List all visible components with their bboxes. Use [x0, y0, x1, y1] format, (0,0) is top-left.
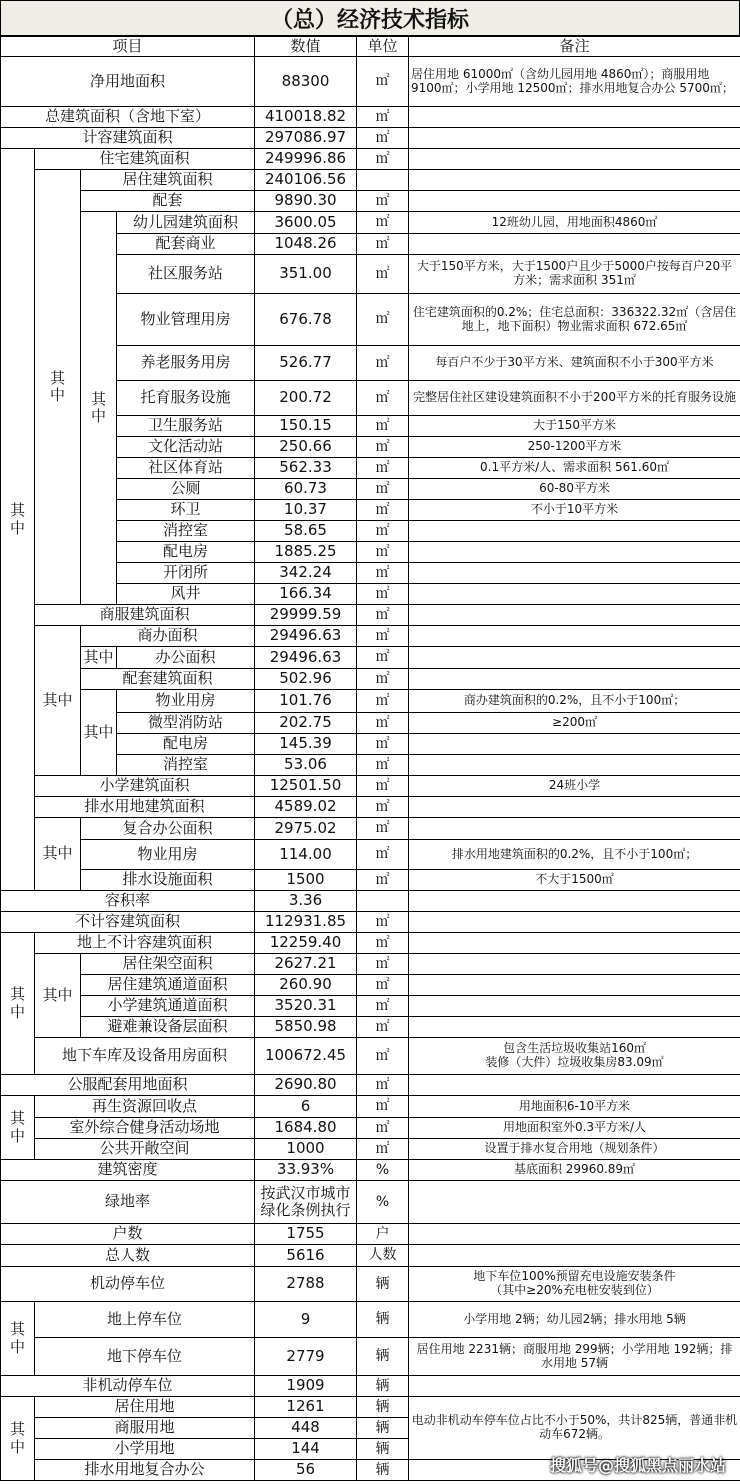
header-value: 数值	[255, 37, 357, 57]
row-item: 社区体育站	[117, 458, 255, 479]
row-item: 商服用地	[35, 1418, 255, 1439]
row-unit: ㎡	[357, 605, 409, 626]
table-row	[1, 669, 740, 690]
row-value: 10.37	[255, 500, 357, 521]
row-item: 绿地率	[1, 1181, 255, 1224]
row-item: 机动停车位	[1, 1267, 255, 1302]
row-unit: %	[357, 1181, 409, 1224]
table-row	[1, 107, 740, 128]
row-note: ≥200㎡	[409, 713, 740, 734]
row-value: 1885.25	[255, 542, 357, 563]
row-note: 每百户不少于30平方米、建筑面积不小于300平方米	[409, 346, 740, 381]
row-note: 地下车位100%预留充电设施安装条件 （其中≥20%充电桩安装到位）	[409, 1267, 740, 1302]
row-item: 居住建筑通道面积	[81, 975, 255, 996]
row-unit: ㎡	[357, 690, 409, 713]
row-value: 260.90	[255, 975, 357, 996]
row-unit: ㎡	[357, 255, 409, 294]
row-item: 非机动停车位	[1, 1376, 255, 1397]
row-note	[409, 191, 740, 212]
table-row	[1, 1224, 740, 1245]
watermark: 搜狐号@搜狐黑点丽水站	[549, 1456, 726, 1475]
table-row	[1, 149, 740, 170]
row-value: 240106.56	[255, 170, 357, 191]
row-note	[409, 107, 740, 128]
row-unit: ㎡	[357, 128, 409, 149]
row-note	[409, 1075, 740, 1096]
row-unit: ㎡	[357, 234, 409, 255]
row-unit: 辆	[357, 1376, 409, 1397]
row-value: 562.33	[255, 458, 357, 479]
row-unit: ㎡	[357, 954, 409, 975]
row-unit: ㎡	[357, 996, 409, 1017]
row-item: 公服配套用地面积	[1, 1075, 255, 1096]
row-item: 地下停车位	[35, 1338, 255, 1376]
row-note: 250-1200平方米	[409, 437, 740, 458]
table-row	[1, 1118, 740, 1139]
row-value: 3520.31	[255, 996, 357, 1017]
row-item: 配套商业	[117, 234, 255, 255]
row-item: 消控室	[117, 521, 255, 542]
row-unit: ㎡	[357, 840, 409, 870]
row-note: 基底面积 29960.89㎡	[409, 1160, 740, 1181]
row-unit: ㎡	[357, 416, 409, 437]
row-item: 总人数	[1, 1245, 255, 1267]
row-unit: ㎡	[357, 1118, 409, 1139]
table-row	[1, 975, 740, 996]
row-value: 60.73	[255, 479, 357, 500]
row-value: 5616	[255, 1245, 357, 1267]
row-item: 建筑密度	[1, 1160, 255, 1181]
table-row	[1, 647, 740, 669]
row-note	[409, 647, 740, 669]
row-unit: ㎡	[357, 797, 409, 818]
row-note: 12班幼儿园，用地面积4860㎡	[409, 212, 740, 234]
header-item: 项目	[1, 37, 255, 57]
row-value: 29496.63	[255, 626, 357, 647]
row-value: 114.00	[255, 840, 357, 870]
row-value: 2690.80	[255, 1075, 357, 1096]
row-note	[409, 584, 740, 605]
row-note: 设置于排水复合用地（规划条件）	[409, 1139, 740, 1160]
table-row	[1, 870, 740, 891]
row-value: 1261	[255, 1397, 357, 1418]
row-note	[409, 170, 740, 191]
row-value: 1500	[255, 870, 357, 891]
row-value: 3.36	[255, 891, 357, 912]
row-item: 再生资源回收点	[35, 1096, 255, 1118]
row-value: 145.39	[255, 734, 357, 755]
row-item: 户数	[1, 1224, 255, 1245]
row-item: 风井	[117, 584, 255, 605]
qizhong-label: 其中	[81, 647, 117, 669]
row-item: 养老服务用房	[117, 346, 255, 381]
row-note: 0.1平方米/人、需求面积 561.60㎡	[409, 458, 740, 479]
row-unit: ㎡	[357, 479, 409, 500]
row-unit: 辆	[357, 1418, 409, 1439]
row-item: 排水用地建筑面积	[35, 797, 255, 818]
row-item: 物业用房	[81, 840, 255, 870]
row-note	[409, 563, 740, 584]
table-row	[1, 1267, 740, 1302]
table-row	[1, 1017, 740, 1038]
row-unit: ㎡	[357, 57, 409, 107]
row-value: 1755	[255, 1224, 357, 1245]
row-unit: ㎡	[357, 212, 409, 234]
row-item: 物业管理用房	[117, 294, 255, 346]
row-value: 112931.85	[255, 912, 357, 933]
row-note	[409, 975, 740, 996]
table-row	[1, 954, 740, 975]
row-value: 101.76	[255, 690, 357, 713]
header-note: 备注	[409, 37, 740, 57]
row-note: 大于150平方米，大于1500户且少于5000户按每百户20平方米；需求面积 351㎡	[409, 255, 740, 294]
table-row	[1, 933, 740, 954]
row-note: 用地面积6-10平方米	[409, 1096, 740, 1118]
row-item: 商办面积	[81, 626, 255, 647]
row-note: 商办建筑面积的0.2%，且不小于100㎡；	[409, 690, 740, 713]
row-note: 60-80平方米	[409, 479, 740, 500]
table-row	[1, 1338, 740, 1376]
row-item: 小学建筑面积	[35, 776, 255, 797]
row-item: 地下车库及设备用房面积	[35, 1038, 255, 1075]
row-note: 居住用地 61000㎡（含幼儿园用地 4860㎡）；商服用地 9100㎡；小学用地 12500㎡；排水用地复合办公 5700㎡；	[409, 57, 740, 107]
table-row	[1, 818, 740, 840]
table-row	[1, 191, 740, 212]
row-note: 完整居住社区建设建筑面积不小于200平方米的托育服务设施	[409, 381, 740, 416]
table-row	[1, 626, 740, 647]
row-value: 9890.30	[255, 191, 357, 212]
row-unit: ㎡	[357, 713, 409, 734]
row-note: 用地面积室外0.3平方米/人	[409, 1118, 740, 1139]
row-value: 58.65	[255, 521, 357, 542]
row-value: 526.77	[255, 346, 357, 381]
qizhong-label: 其 中	[35, 170, 81, 605]
row-note	[409, 1245, 740, 1267]
row-note	[409, 542, 740, 563]
row-value: 2627.21	[255, 954, 357, 975]
row-item: 地上停车位	[35, 1302, 255, 1338]
row-unit: ㎡	[357, 1038, 409, 1075]
row-unit: ㎡	[357, 776, 409, 797]
row-note	[409, 605, 740, 626]
row-note	[409, 912, 740, 933]
row-unit: ㎡	[357, 933, 409, 954]
table-row	[1, 1397, 740, 1418]
row-unit: ㎡	[357, 1075, 409, 1096]
qizhong-label: 其中	[35, 954, 81, 1038]
row-item: 配套	[81, 191, 255, 212]
row-note	[409, 933, 740, 954]
row-note	[409, 954, 740, 975]
table-row	[1, 57, 740, 107]
row-unit: ㎡	[357, 346, 409, 381]
row-unit: ㎡	[357, 1096, 409, 1118]
row-unit: %	[357, 1160, 409, 1181]
row-unit: 辆	[357, 1267, 409, 1302]
row-value: 200.72	[255, 381, 357, 416]
table-row	[1, 690, 740, 713]
row-unit: ㎡	[357, 912, 409, 933]
row-item: 居住建筑面积	[81, 170, 255, 191]
row-item: 排水设施面积	[81, 870, 255, 891]
row-item: 配套建筑面积	[81, 669, 255, 690]
table-row	[1, 776, 740, 797]
row-item: 幼儿园建筑面积	[117, 212, 255, 234]
qizhong-label: 其中	[35, 818, 81, 891]
row-item: 微型消防站	[117, 713, 255, 734]
table-row	[1, 1038, 740, 1075]
row-note	[409, 755, 740, 776]
row-value: 88300	[255, 57, 357, 107]
row-item: 容积率	[1, 891, 255, 912]
row-note: 包含生活垃圾收集站160㎡ 装修（大件）垃圾收集房83.09㎡	[409, 1038, 740, 1075]
table-row	[1, 1075, 740, 1096]
row-note: 大于150平方米	[409, 416, 740, 437]
table-row	[1, 797, 740, 818]
row-note	[409, 996, 740, 1017]
row-item: 公厕	[117, 479, 255, 500]
table-row	[1, 605, 740, 626]
qizhong-label: 其 中	[1, 1397, 35, 1481]
row-item: 办公面积	[117, 647, 255, 669]
row-value: 12259.40	[255, 933, 357, 954]
row-note	[409, 891, 740, 912]
row-note: 电动非机动车停车位占比不小于50%，共计825辆，普通非机动车672辆。	[409, 1397, 740, 1460]
table-row	[1, 1181, 740, 1224]
row-item: 文化活动站	[117, 437, 255, 458]
row-value: 297086.97	[255, 128, 357, 149]
row-item: 托育服务设施	[117, 381, 255, 416]
qizhong-label: 其 中	[1, 933, 35, 1075]
table-row	[1, 912, 740, 933]
table-row	[1, 1160, 740, 1181]
qizhong-label: 其 中	[1, 1096, 35, 1160]
row-note	[409, 797, 740, 818]
row-value: 342.24	[255, 563, 357, 584]
table-row	[1, 128, 740, 149]
table-header-row	[1, 37, 740, 57]
row-unit: ㎡	[357, 975, 409, 996]
row-note	[409, 626, 740, 647]
row-item: 净用地面积	[1, 57, 255, 107]
row-item: 配电房	[117, 542, 255, 563]
table-row	[1, 1302, 740, 1338]
qizhong-label: 其中	[35, 626, 81, 776]
table-row	[1, 840, 740, 870]
row-note	[409, 521, 740, 542]
row-value: 33.93%	[255, 1160, 357, 1181]
row-unit: ㎡	[357, 1139, 409, 1160]
row-unit: ㎡	[357, 563, 409, 584]
row-note	[409, 234, 740, 255]
row-item: 地上不计容建筑面积	[35, 933, 255, 954]
table-row	[1, 996, 740, 1017]
row-note	[409, 149, 740, 170]
row-unit: ㎡	[357, 500, 409, 521]
row-unit: ㎡	[357, 191, 409, 212]
qizhong-label: 其 中	[81, 212, 117, 605]
row-unit: ㎡	[357, 669, 409, 690]
row-value: 410018.82	[255, 107, 357, 128]
table-row	[1, 1245, 740, 1267]
row-item: 商服建筑面积	[35, 605, 255, 626]
row-value: 按武汉市城市绿化条例执行	[255, 1181, 357, 1224]
row-unit: ㎡	[357, 1017, 409, 1038]
row-unit: ㎡	[357, 734, 409, 755]
row-value: 100672.45	[255, 1038, 357, 1075]
row-unit: ㎡	[357, 584, 409, 605]
row-unit: 辆	[357, 1302, 409, 1338]
row-item: 住宅建筑面积	[35, 149, 255, 170]
row-value: 6	[255, 1096, 357, 1118]
table-row	[1, 1139, 740, 1160]
row-note: 住宅建筑面积的0.2%；住宅总面积：336322.32㎡（含居住地上，地下面积）物业需求面积 672.65㎡	[409, 294, 740, 346]
row-item: 配电房	[117, 734, 255, 755]
row-value: 144	[255, 1439, 357, 1460]
row-item: 居住架空面积	[81, 954, 255, 975]
row-note: 小学用地 2辆；幼儿园2辆；排水用地 5辆	[409, 1302, 740, 1338]
row-note	[409, 1376, 740, 1397]
row-item: 物业用房	[117, 690, 255, 713]
row-item: 室外综合健身活动场地	[35, 1118, 255, 1139]
row-item: 开闭所	[117, 563, 255, 584]
row-item: 避难兼设备层面积	[81, 1017, 255, 1038]
header-unit: 单位	[357, 37, 409, 57]
row-value: 9	[255, 1302, 357, 1338]
row-value: 4589.02	[255, 797, 357, 818]
row-value: 2779	[255, 1338, 357, 1376]
row-value: 29999.59	[255, 605, 357, 626]
row-item: 总建筑面积（含地下室）	[1, 107, 255, 128]
row-unit: ㎡	[357, 107, 409, 128]
page-title: （总）经济技术指标	[0, 0, 740, 36]
row-value: 29496.63	[255, 647, 357, 669]
row-item: 排水用地复合办公	[35, 1460, 255, 1481]
row-item: 小学建筑通道面积	[81, 996, 255, 1017]
row-unit: 人数	[357, 1245, 409, 1267]
row-note: 排水用地建筑面积的0.2%，且不小于100㎡；	[409, 840, 740, 870]
row-value: 202.75	[255, 713, 357, 734]
indicator-table	[0, 36, 740, 1481]
row-value: 676.78	[255, 294, 357, 346]
row-unit: ㎡	[357, 149, 409, 170]
table-row	[1, 1096, 740, 1118]
row-note	[409, 128, 740, 149]
row-value: 1048.26	[255, 234, 357, 255]
row-unit	[357, 170, 409, 191]
row-note: 不小于10平方米	[409, 500, 740, 521]
row-value: 5850.98	[255, 1017, 357, 1038]
row-unit: ㎡	[357, 458, 409, 479]
row-unit: ㎡	[357, 626, 409, 647]
row-item: 消控室	[117, 755, 255, 776]
row-value: 351.00	[255, 255, 357, 294]
table-row	[1, 891, 740, 912]
row-note	[409, 818, 740, 840]
row-note	[409, 734, 740, 755]
row-unit: ㎡	[357, 381, 409, 416]
row-unit: ㎡	[357, 870, 409, 891]
row-note	[409, 1181, 740, 1224]
row-value: 56	[255, 1460, 357, 1481]
row-item: 不计容建筑面积	[1, 912, 255, 933]
table-row	[1, 170, 740, 191]
row-note	[409, 1224, 740, 1245]
qizhong-label: 其 中	[1, 1302, 35, 1376]
row-unit: 辆	[357, 1460, 409, 1481]
row-value: 3600.05	[255, 212, 357, 234]
row-item: 社区服务站	[117, 255, 255, 294]
row-unit: 辆	[357, 1397, 409, 1418]
row-note	[409, 669, 740, 690]
row-value: 502.96	[255, 669, 357, 690]
qizhong-label: 其中	[81, 690, 117, 776]
row-item: 复合办公面积	[81, 818, 255, 840]
row-note	[409, 1017, 740, 1038]
row-item: 小学用地	[35, 1439, 255, 1460]
row-item: 居住用地	[35, 1397, 255, 1418]
row-value: 53.06	[255, 755, 357, 776]
row-item: 公共开敞空间	[35, 1139, 255, 1160]
qizhong-label: 其 中	[1, 149, 35, 891]
row-value: 2788	[255, 1267, 357, 1302]
row-value: 1684.80	[255, 1118, 357, 1139]
row-unit: 户	[357, 1224, 409, 1245]
row-unit: ㎡	[357, 818, 409, 840]
row-item: 卫生服务站	[117, 416, 255, 437]
row-value: 249996.86	[255, 149, 357, 170]
table-row	[1, 212, 740, 234]
row-unit	[357, 891, 409, 912]
row-value: 1909	[255, 1376, 357, 1397]
row-unit: ㎡	[357, 542, 409, 563]
row-item: 计容建筑面积	[1, 128, 255, 149]
row-unit: ㎡	[357, 755, 409, 776]
row-item: 环卫	[117, 500, 255, 521]
row-unit: ㎡	[357, 294, 409, 346]
row-unit: ㎡	[357, 521, 409, 542]
row-value: 448	[255, 1418, 357, 1439]
row-value: 166.34	[255, 584, 357, 605]
row-value: 2975.02	[255, 818, 357, 840]
row-unit: ㎡	[357, 437, 409, 458]
table-row	[1, 1376, 740, 1397]
row-value: 12501.50	[255, 776, 357, 797]
row-note: 居住用地 2231辆；商服用地 299辆；小学用地 192辆；排水用地 57辆	[409, 1338, 740, 1376]
row-value: 250.66	[255, 437, 357, 458]
row-unit: ㎡	[357, 647, 409, 669]
row-unit: 辆	[357, 1338, 409, 1376]
row-note: 24班小学	[409, 776, 740, 797]
row-note: 不大于1500㎡	[409, 870, 740, 891]
row-unit: 辆	[357, 1439, 409, 1460]
row-value: 150.15	[255, 416, 357, 437]
row-value: 1000	[255, 1139, 357, 1160]
